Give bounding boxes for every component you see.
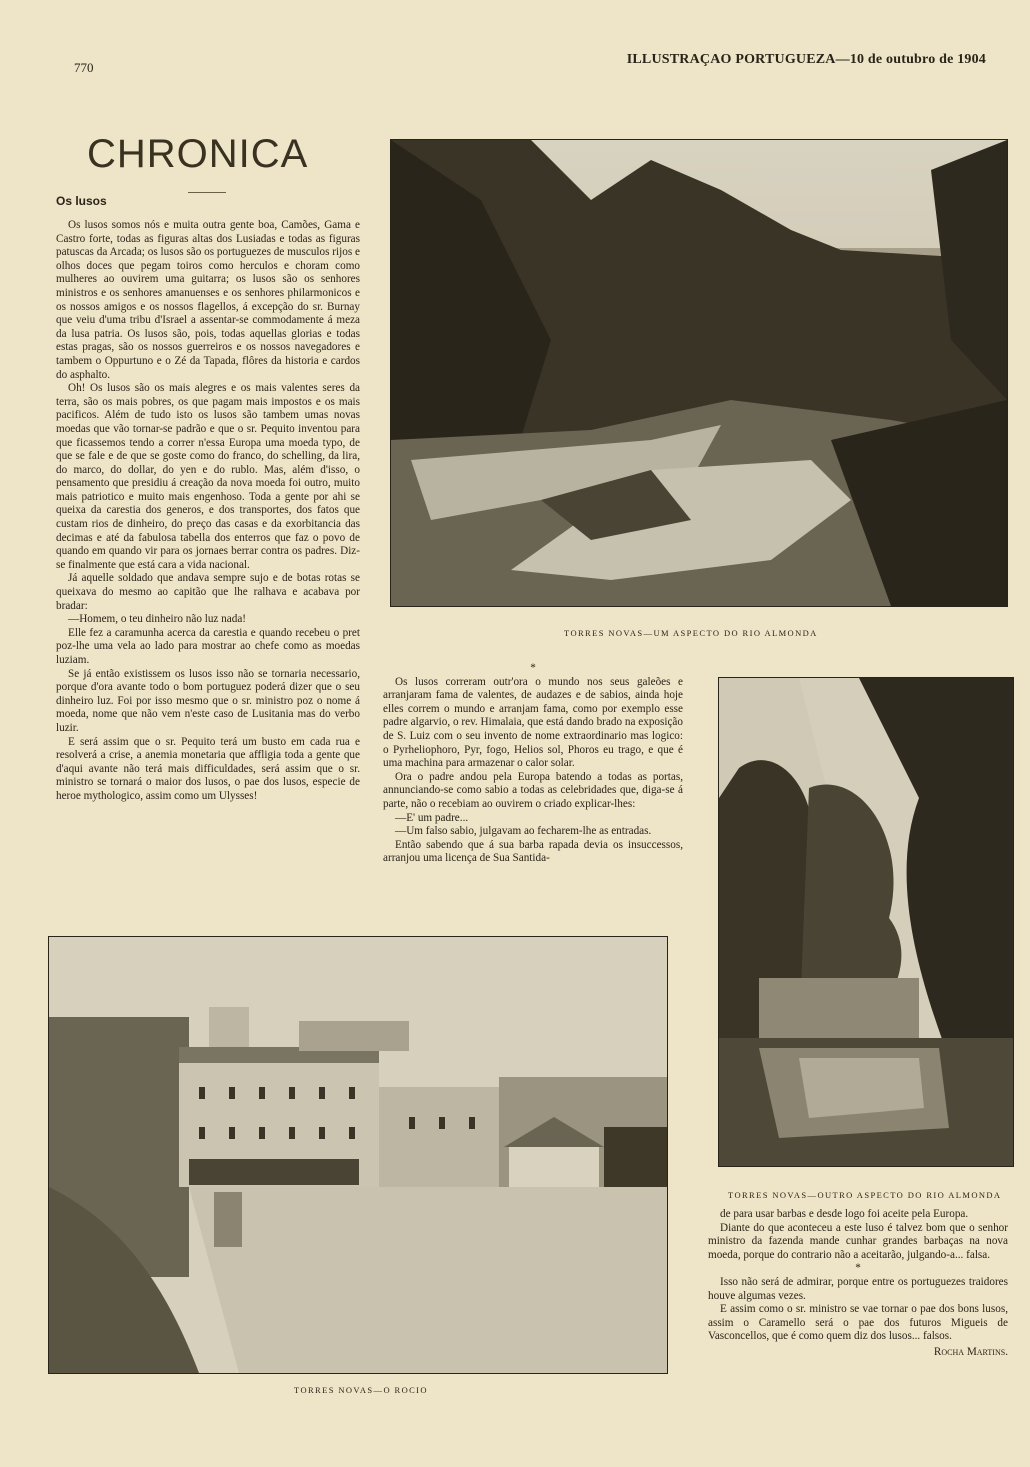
article-column-3 [708,1208,1008,1393]
photo-river-almonda-2 [718,677,1014,1167]
article-column-1 [56,219,360,909]
paragraph: Os lusos correram outr'ora o mundo nos seus galeões e arranjaram fama de valentes, de audazes e de sabios, ainda hoje elles correm o mundo e arranjam fama, como por exemplo esse padre algarvio, o rev. Himalaia, que está dando brado na exposição de S. Luiz com o seu invento de nome extraordinario mas logico: o Pyrheliophoro, Pyr, fogo, Helios sol, Phoros eu trago, e que é uma machina para armazenar o calor solar. [383,675,683,770]
paragraph: E será assim que o sr. Pequito terá um busto em cada rua e resolverá a crise, a anemia monetaria que affligia toda a gente que d'aqui avante não terá mais difficuldades, será assim que o sr. ministro se tornará o maior dos lusos, o pae dos lusos, especie de heroe mythologico, assim como um Ulysses! [56,735,360,802]
article-column-2 [383,662,683,906]
photo-caption: TORRES NOVAS—O ROCIO [294,1385,428,1395]
author-signature: Rocha Martins. [933,1345,1008,1358]
paragraph: E assim como o sr. ministro se vae tornar o pae dos bons lusos, assim o Caramello será o pae dos futuros Migueis de Vasconcellos, que é como quem diz dos lusos... falsos. [708,1303,1008,1343]
paragraph: Então sabendo que á sua barba rapada devia os insuccessos, arranjou uma licença de Sua Santida- [383,838,683,865]
page-number: 770 [74,60,94,75]
photo-river-almonda-1 [390,139,1008,607]
paragraph: Oh! Os lusos são os mais alegres e os mais valentes seres da terra, são os mais pobres, os que pagam mais impostos e os mais pacificos. Além de tudo isto os lusos são tambem umas novas moedas que vão tornar-se padrão e que o sr. Pequito inventou para que ficassemos tendo a correr n'essa Europa uma moeda typo, de que se fale e de que se goste como do franco, do schelling, da lira, do marco, do dollar, do yen e do rublo. Mas, além d'isso, o pensamento que presidiu á creação da nova moeda foi outro, muito mais patriotico e muito mais engenhoso. Toda a gente por ahi se queixa da carestia dos generos, e dos transportes, dos fatos que custam rios de dinheiro, do preço das casas e da exorbitancia das decimas e até da fabulosa tabella dos enterros que faz o povo de quando em quando vir para os jornaes berrar contra os padres. Diz-se finalmente que está cara a vida nacional. [56,382,360,571]
paragraph: —Um falso sabio, julgavam ao fecharem-lhe as entradas. [395,825,652,838]
paragraph: Se já então existissem os lusos isso não se tornaria necessario, porque d'ora avante todo o bom portuguez poderá dizer que o seu dinheiro luz. Foi por isso mesmo que o sr. ministro poz o nome á moeda, nome que não vem n'este caso de Lusitania mas do verbo luzir. [56,667,360,734]
photo-caption: TORRES NOVAS—OUTRO ASPECTO DO RIO ALMONDA [728,1190,1002,1200]
paragraph: —Homem, o teu dinheiro não luz nada! [68,613,247,626]
paragraph: Elle fez a caramunha acerca da carestia e quando recebeu o pret poz-lhe uma vela ao lado para mostrar ao chefe como as moedas luziam. [56,626,360,666]
publication-header: ILLUSTRAÇAO PORTUGUEZA—10 de outubro de 1904 [626,52,986,67]
paragraph: Diante do que aconteceu a este luso é talvez bom que o senhor ministro da fazenda mande cunhar grandes barbaças na nova moeda, porque do contrario não a aceitarão, julgando-a... falsa. [708,1221,1008,1261]
paragraph: Isso não será de admirar, porque entre os portuguezes traidores houve algumas vezes. [708,1275,1008,1302]
paragraph: de para usar barbas e desde logo foi aceite pela Europa. [720,1208,969,1220]
paragraph: Já aquelle soldado que andava sempre sujo e de botas rotas se queixava do mesmo ao capitão que lhe ralhava e acabava por bradar: [56,572,360,612]
section-divider: * [530,662,536,674]
page-title: CHRONICA [87,132,309,176]
photo-rocio-square [48,936,668,1374]
section-divider: * [855,1262,861,1275]
paragraph: Os lusos somos nós e muita outra gente boa, Camões, Gama e Castro forte, todas as figuras altas dos Lusiadas e todas as figuras patuscas da Arcada; os lusos são os portuguezes de musculos rijos e olhos doces que pegam toiros como herculos e choram como mulheres ao ouvirem uma guitarra; os lusos são os senhores ministros e os senhores amanuenses e os senhores philarmonicos e os nossos amigos e os nossos flagellos, á excepção do sr. Burnay que veiu d'uma tribu d'Israel a assentar-se commodamente á meza da lusa patria. Os lusos são, pois, todas aquellas glorias e todas estas pragas, são os nossos guerreiros e os nossos navegadores e tambem o Oppurtuno e o Zé da Tapada, flôres da historia e cardos do asphalto. [56,219,360,381]
photo-caption: TORRES NOVAS—UM ASPECTO DO RIO ALMONDA [564,628,818,638]
paragraph: Ora o padre andou pela Europa batendo a todas as portas, annunciando-se como sabio a todas as celebridades que, diga-se á parte, não o recebiam ao ouvirem o criado explicar-lhes: [383,770,683,810]
title-divider [188,192,226,193]
paragraph: —E' um padre... [395,811,469,824]
section-heading: Os lusos [56,194,107,208]
